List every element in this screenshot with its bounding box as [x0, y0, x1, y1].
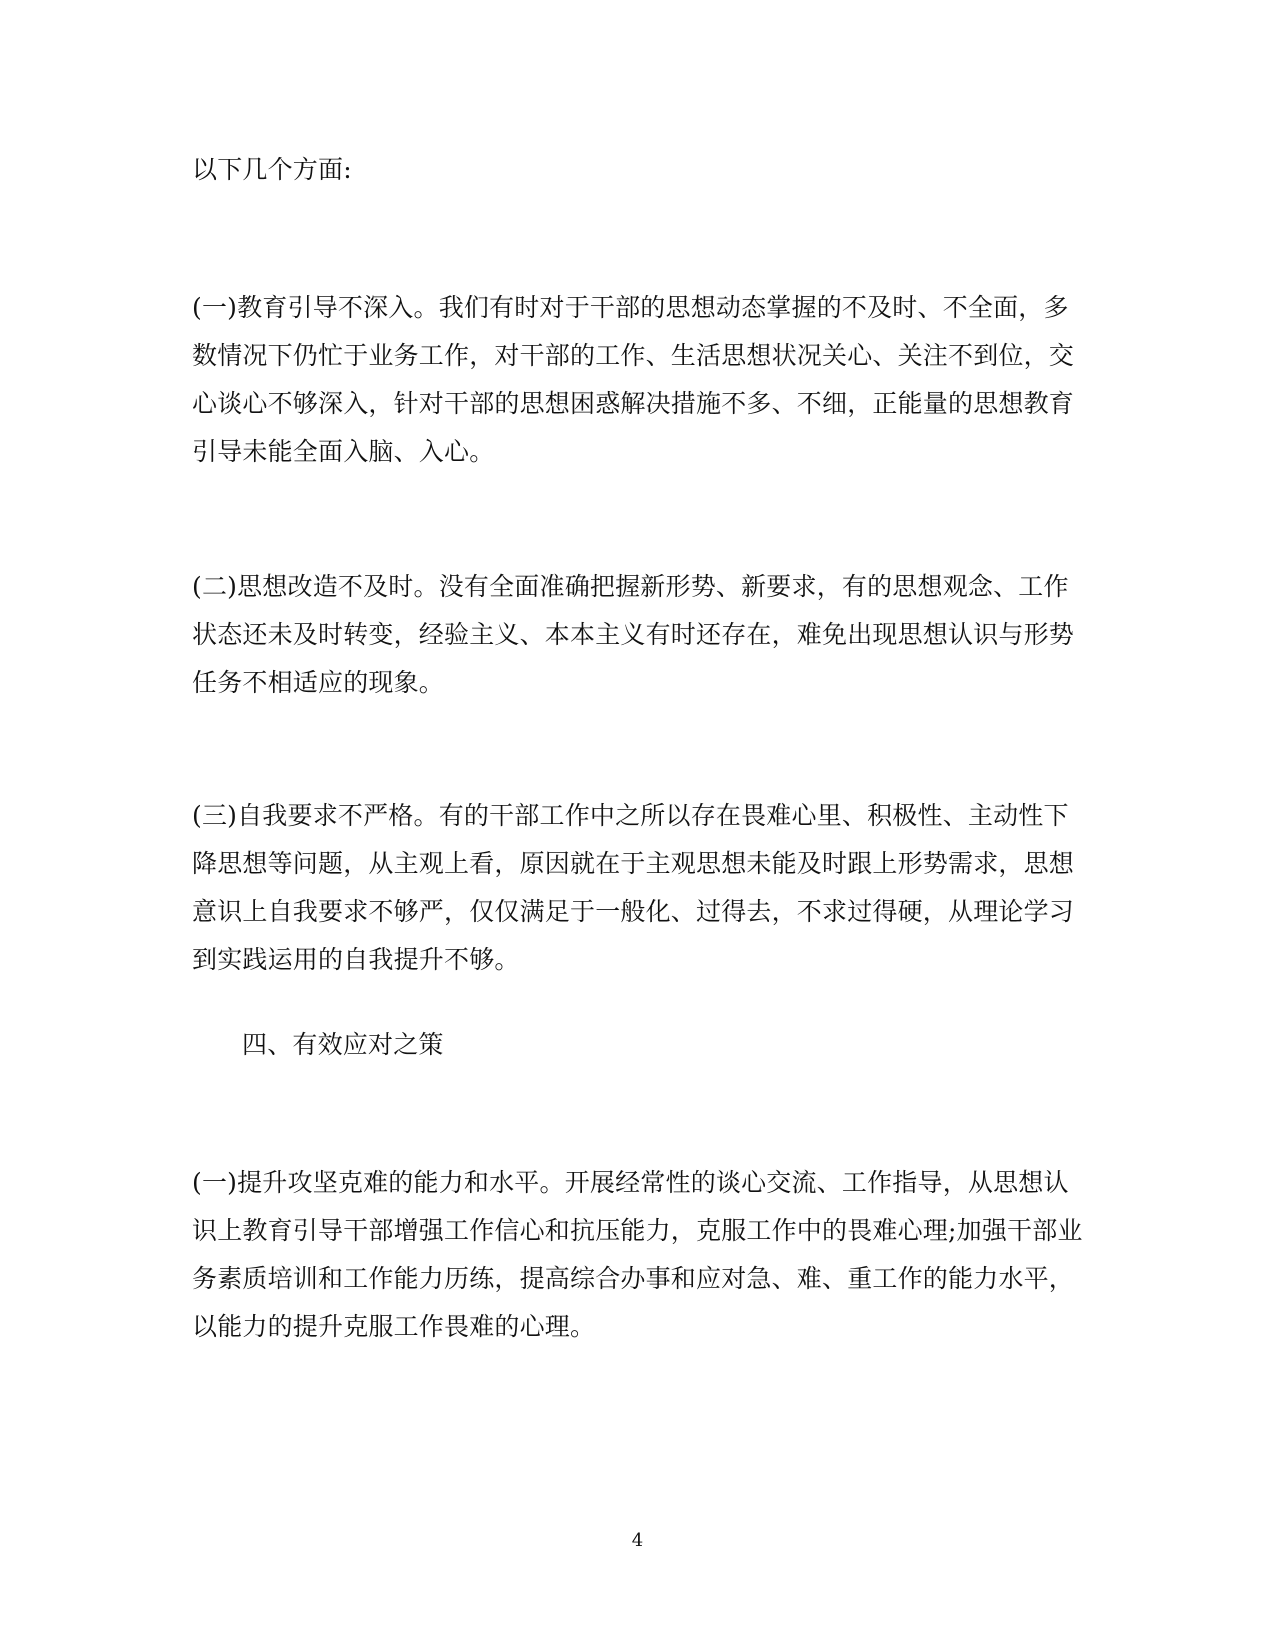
paragraph-capability [192, 1159, 1082, 1351]
text-line: 降思想等问题，从主观上看，原因就在于主观思想未能及时跟上形势需求，思想 [192, 849, 1075, 878]
text-line: 心谈心不够深入，针对干部的思想困惑解决措施不多、不细，正能量的思想教育 [192, 389, 1075, 418]
text-line: 务素质培训和工作能力历练，提高综合办事和应对急、难、重工作的能力水平， [192, 1264, 1075, 1293]
text-line: 识上教育引导干部增强工作信心和抗压能力，克服工作中的畏难心理;加强干部业 [192, 1216, 1083, 1245]
text-line: 任务不相适应的现象。 [192, 668, 445, 697]
paragraph-self-discipline [192, 792, 1082, 984]
text-line: 以下几个方面: [192, 155, 352, 184]
intro-paragraph [192, 146, 1082, 194]
paragraph-thought-reform [192, 563, 1082, 707]
text-line: 意识上自我要求不够严，仅仅满足于一般化、过得去，不求过得硬，从理论学习 [192, 897, 1075, 926]
text-line: 数情况下仍忙于业务工作，对干部的工作、生活思想状况关心、关注不到位，交 [192, 341, 1075, 370]
page-number: 4 [631, 1530, 644, 1551]
text-line: (一)教育引导不深入。我们有时对于干部的思想动态掌握的不及时、不全面，多 [192, 293, 1069, 322]
text-line: (一)提升攻坚克难的能力和水平。开展经常性的谈心交流、工作指导，从思想认 [192, 1168, 1069, 1197]
text-line: 状态还未及时转变，经验主义、本本主义有时还存在，难免出现思想认识与形势 [192, 620, 1075, 649]
paragraph-education-guidance [192, 284, 1082, 476]
section-heading [242, 1021, 1132, 1069]
text-line: 到实践运用的自我提升不够。 [192, 945, 520, 974]
text-line: 引导未能全面入脑、入心。 [192, 437, 495, 466]
text-line: (三)自我要求不严格。有的干部工作中之所以存在畏难心里、积极性、主动性下 [192, 801, 1069, 830]
heading-text: 四、有效应对之策 [242, 1030, 444, 1059]
text-line: 以能力的提升克服工作畏难的心理。 [192, 1312, 596, 1341]
text-line: (二)思想改造不及时。没有全面准确把握新形势、新要求，有的思想观念、工作 [192, 572, 1069, 601]
